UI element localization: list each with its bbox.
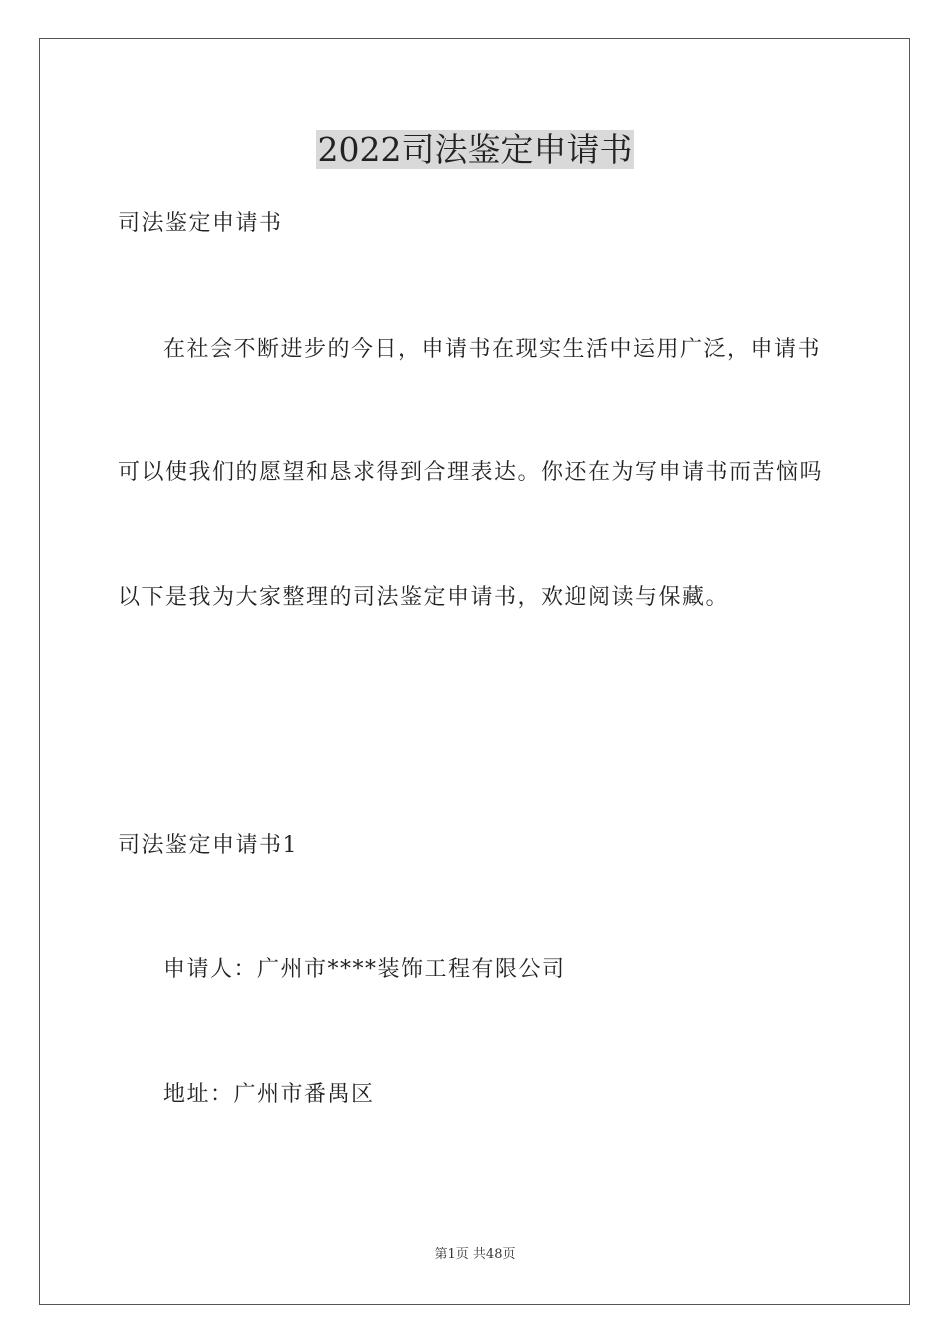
intro-line-3: 以下是我为大家整理的司法鉴定申请书，欢迎阅读与保藏。	[118, 585, 730, 610]
intro-line-2: 可以使我们的愿望和恳求得到合理表达。你还在为写申请书而苦恼吗	[118, 460, 824, 485]
title-text: 2022司法鉴定申请书	[317, 130, 633, 169]
intro-line-1: 在社会不断进步的今日，申请书在现实生活中运用广泛，申请书	[163, 337, 822, 362]
section-heading: 司法鉴定申请书1	[118, 833, 298, 858]
document-title	[0, 128, 950, 172]
subtitle-line: 司法鉴定申请书	[118, 211, 283, 236]
page-footer: 第1页 共48页	[434, 1247, 516, 1262]
applicant-line: 申请人：广州市****装饰工程有限公司	[163, 957, 566, 982]
address-line: 地址：广州市番禺区	[163, 1082, 375, 1107]
